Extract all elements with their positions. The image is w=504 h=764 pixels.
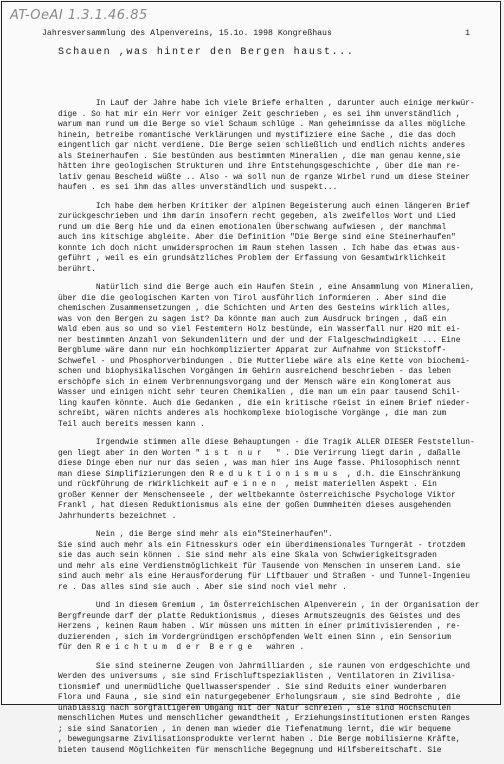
paragraph: Irgendwie stimmen alle diese Behauptungen - die Tragik ALLER DIESER Feststellun- gen liegt aber in den Worten " i s t n u r " . Die Verirrung liegt darin , daßalle diese Dinge eben nur nur das seien , was man hier ins Auge fasse. Philosophisch nennt man diese Simplifizierungen den R e d u k t i o n i s m u s , d.h. die Einschränkung und rückführung de rWirklichkeit auf e i n e n , meist materiellen Aspekt . Ein großer Kenner der Menschenseele , der weltbekannte österreichische Psychologe Viktor Frankl , hat diesen Reduktionismus als eine der goßen Dummheiten dieses ausgehenden Jahrhunderts bezeichnet . [58,438,475,521]
page-number: 1 [465,29,470,38]
document-header [42,29,470,38]
paragraph: Sie sind steinerne Zeugen von Jahrmilliarden , sie raunen von erdgeschichte und Werden des universums , sie sind Frischluftspeziaklisten , Ventilatoren in Zivilisa- tionsmief und unermüdliche Quellwasserspender . Sie sind Reduits einer wunderbaren Flora und Fauna , sie sind ein naturgegebener Erholungsraum , sie sind Bedrohte , die unablässig nach sorgfältigerem Umgang mit der Natur schreien , sie sind Hochschulen menschlichen Mutes und menschlicher gewandtheit , Erziehungsinstitutionen ersten Ranges ; sie sind Sanatorien , in denen man wieder die Tiefenatmung lernt, die wir bequeme , bewegungsarme Zivilisationsprodukte verlernt haben . Die Berge mobilisierne Kräfte, bieten tausend Möglichkeiten für menschliche Begegnung und Hilfsbereitschaft. Sie [58,661,470,755]
document-title: Schauen ,was hinter den Bergen haust... [58,47,355,58]
paragraph: Ich habe dem herben Kritiker der alpinen Begeisterung auch einen längeren Brief zurückgeschrieben und ihm darin insofern recht gegeben, als zweifellos Wort und Lied rund um die Berg hie und da einen emotionalen Überschwang aufwiesen , der manchmal auch ins kitschige abgleite. Aber die Definition "Die Berge sind eine Steinerhaufen" konnte ich doch nicht unwidersprochen im Raum stehen lassen . Ich habe das etwas aus- geführt , weil es ein grundsätzliches Problem der Erfassung von Gesamtwirklichkeit berührt. [58,201,470,274]
paragraph: In Lauf der Jahre habe ich viele Briefe erhalten , darunter auch einige merkwür- dige . So hat mir ein Herr vor einiger Zeit geschrieben , es sei ihm unverständlich , warum man rund um die Berge so viel Schaum schlüge . Man geheimnisse da alles mögliche hinein, betreibe romantische Verklärungen und mystifiziere eine Sache , die das doch eingentlich gar nicht verdiene. Die Berge seien schließlich und endlich nichts anderes als Steinerhaufen . Sie bestünden aus bestimmten Mineralien , die man genau kenne,sie hätten ihre geologischen Strukturen und ihre Entstehungsgeschichte , über die man re- lativ genau Bescheid wüßte .. Also - wa soll nun de rganze Wirbel rund um diese Steiner haufen . es sei ihm das alles unverständlich und suspekt... [58,99,475,192]
header-text: Jahresversammlung des Alpenvereins, 15.1o. 1998 Kongreßhaus [42,29,332,38]
paragraph: Natürlich sind die Berge auch ein Haufen Stein , eine Ansammlung von Mineralien, über die die geologischen Karten von Tirol ausführlich informieren . Aber sind die chemischen Zusammensetzungen , die Schichten und Arten des Gesteins wirklich alles, was von den Bergen zu sagen ist? Da könnte man auch zum Ausdruck bringen , daß ein Wald eben aus so und so viel Festemtern Holz bestünde, ein Wasserfall nur H2O mit ei- ner bestimmten Anzahl von Sekundenlitern und der und der Flalgeschwindigkeit ... Eine Bergblume wäre dann nur ein hochkomplizierter Apparat zur Aufnahme von Stickstoff- Schwefel - und Phosphorverbindungen . Die Mutterliebe wäre als eine Kette von biochemi- schen und biophysikalischen Vorgängen im Gehirn ausreichend beschrieben - das leben erschöpfe sich in einem Verbrennungsvorgang und der Mensch wäre ein Konglomerat aus Wasser und einigen nicht sehr teuren Chemikalien , die man um ein paar tausend Schil- ling kaufen könnte. Auch die Gedanken , die ein kritische rGeist in einem Brief nieder- schreibt, wären nichts anderes als hochkomplexe biologische Vorgänge , die man zum Teil auch bereits messen kann . [58,283,475,429]
document-body [58,99,488,764]
paragraph: Und in diesem Gremium , im Österreichischen Alpenverein , in der Organisation der Bergfreunde darf der platte Reduktionismus , dieses Armutszeugnis des Geistes und des Herzens , keinen Raum haben . Wir müssen uns mitten in einer primitivisierenden , re- duzierenden , sich im Vordergründigen erschöpfenden Welt einen Sinn , ein Sensorium für den R e i c h t u m d e r B e r g e wahren . [58,601,480,652]
archive-stamp: AT-OeAI 1.3.1.46.85 [10,8,148,23]
paragraph: Nein , die Berge sind mehr als ein"Steinerhaufen". Sie sind auch mehr als ein Fitnesskurs oder ein überdimensionales Turngerät - trotzdem sie das auch sein können . Sie sind mehr als eine Skala von Schwierigkeitsgraden und mehr als eine Verdienstmöglichkeit für Tausende von Menschen in unserem Land. sie sind auch mehr als eine Herausforderung für Liftbauer und Straßen - und Tunnel-Ingenieu re . Das alles sind sie auch . Aber sie sind noch viel mehr . [58,530,470,592]
document-page [1,1,501,755]
